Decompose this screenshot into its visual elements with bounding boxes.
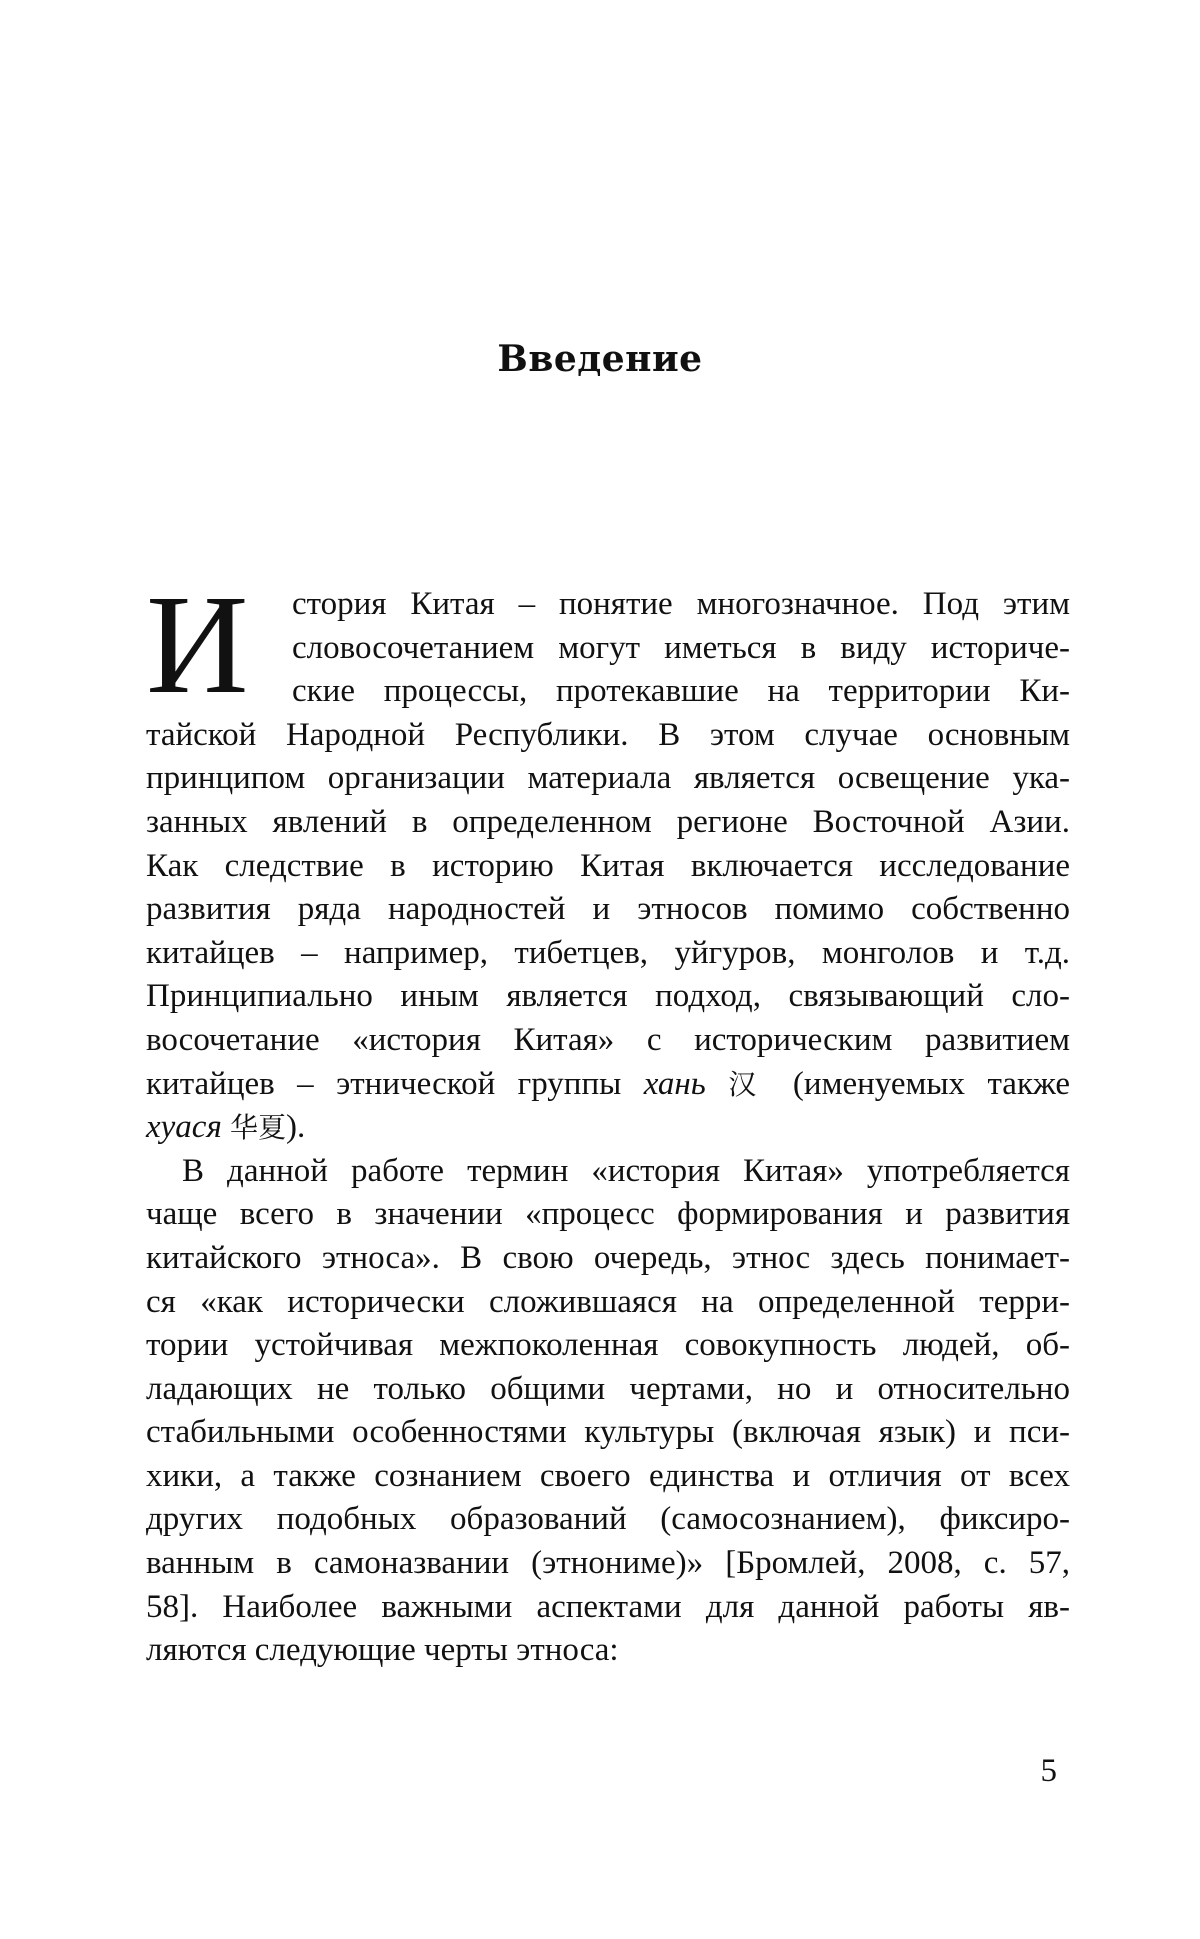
- cjk-huaxia: 华夏: [230, 1111, 287, 1145]
- text-line: ские процессы, протекавшие на территории Ки-: [292, 673, 1070, 710]
- line-text: (именуемых также: [770, 1065, 1070, 1102]
- body-text: [146, 565, 1070, 1673]
- text-line: ся «как исторически сложившаяся на определенной терри-: [146, 1283, 1070, 1320]
- text-line: [146, 1063, 1070, 1107]
- text-line: ванным в самоназвании (этнониме)» [Бромлей, 2008, с. 57,: [146, 1545, 1070, 1582]
- text-line: чаще всего в значении «процесс формирования и развития: [146, 1196, 1070, 1233]
- term-huaxia: хуася: [146, 1109, 222, 1146]
- text-line: других подобных образований (самосознанием), фиксиро-: [146, 1501, 1070, 1538]
- text-line: 58]. Наиболее важными аспектами для данной работы яв-: [146, 1588, 1070, 1625]
- text-line: восочетание «история Китая» с историческим развитием: [146, 1021, 1070, 1058]
- text-line: Как следствие в историю Китая включается исследование: [146, 847, 1070, 884]
- text-line: Принципиально иным является подход, связывающий сло-: [146, 978, 1070, 1015]
- text-line: тайской Народной Республики. В этом случае основным: [146, 716, 1070, 753]
- text-line: словосочетанием могут иметься в виду историче-: [292, 629, 1070, 666]
- text-line: китайского этноса». В свою очередь, этнос здесь понимает-: [146, 1239, 1070, 1276]
- text-line: развития ряда народностей и этносов помимо собственно: [146, 891, 1070, 928]
- text-line: тории устойчивая межпоколенная совокупность людей, об-: [146, 1327, 1070, 1364]
- paragraph-1: [146, 583, 1070, 1150]
- drop-cap: И: [146, 565, 249, 723]
- text-line: принципом организации материала является освещение ука-: [146, 760, 1070, 797]
- line-text: ).: [286, 1109, 306, 1146]
- text-line: стабильными особенностями культуры (включая язык) и пси-: [146, 1414, 1070, 1451]
- term-han: хань: [643, 1065, 706, 1102]
- text-line: [146, 1106, 1070, 1150]
- text-line: ляются следующие черты этноса:: [146, 1632, 619, 1669]
- chapter-heading: Введение: [497, 338, 703, 380]
- text-line: ладающих не только общими чертами, но и относительно: [146, 1370, 1070, 1407]
- line-text: китайцев – этнической группы: [146, 1065, 644, 1102]
- paragraph-2: [146, 1150, 1070, 1673]
- page-number: 5: [1040, 1753, 1057, 1789]
- text-line: хики, а также сознанием своего единства и отличия от всех: [146, 1457, 1070, 1494]
- cjk-han: 汉: [728, 1067, 771, 1101]
- text-line: В данной работе термин «история Китая» употребляется: [182, 1152, 1070, 1189]
- text-line: китайцев – например, тибетцев, уйгуров, монголов и т.д.: [146, 934, 1070, 971]
- text-line: занных явлений в определенном регионе Восточной Азии.: [146, 803, 1070, 840]
- text-line: стория Китая – понятие многозначное. Под этим: [292, 586, 1070, 622]
